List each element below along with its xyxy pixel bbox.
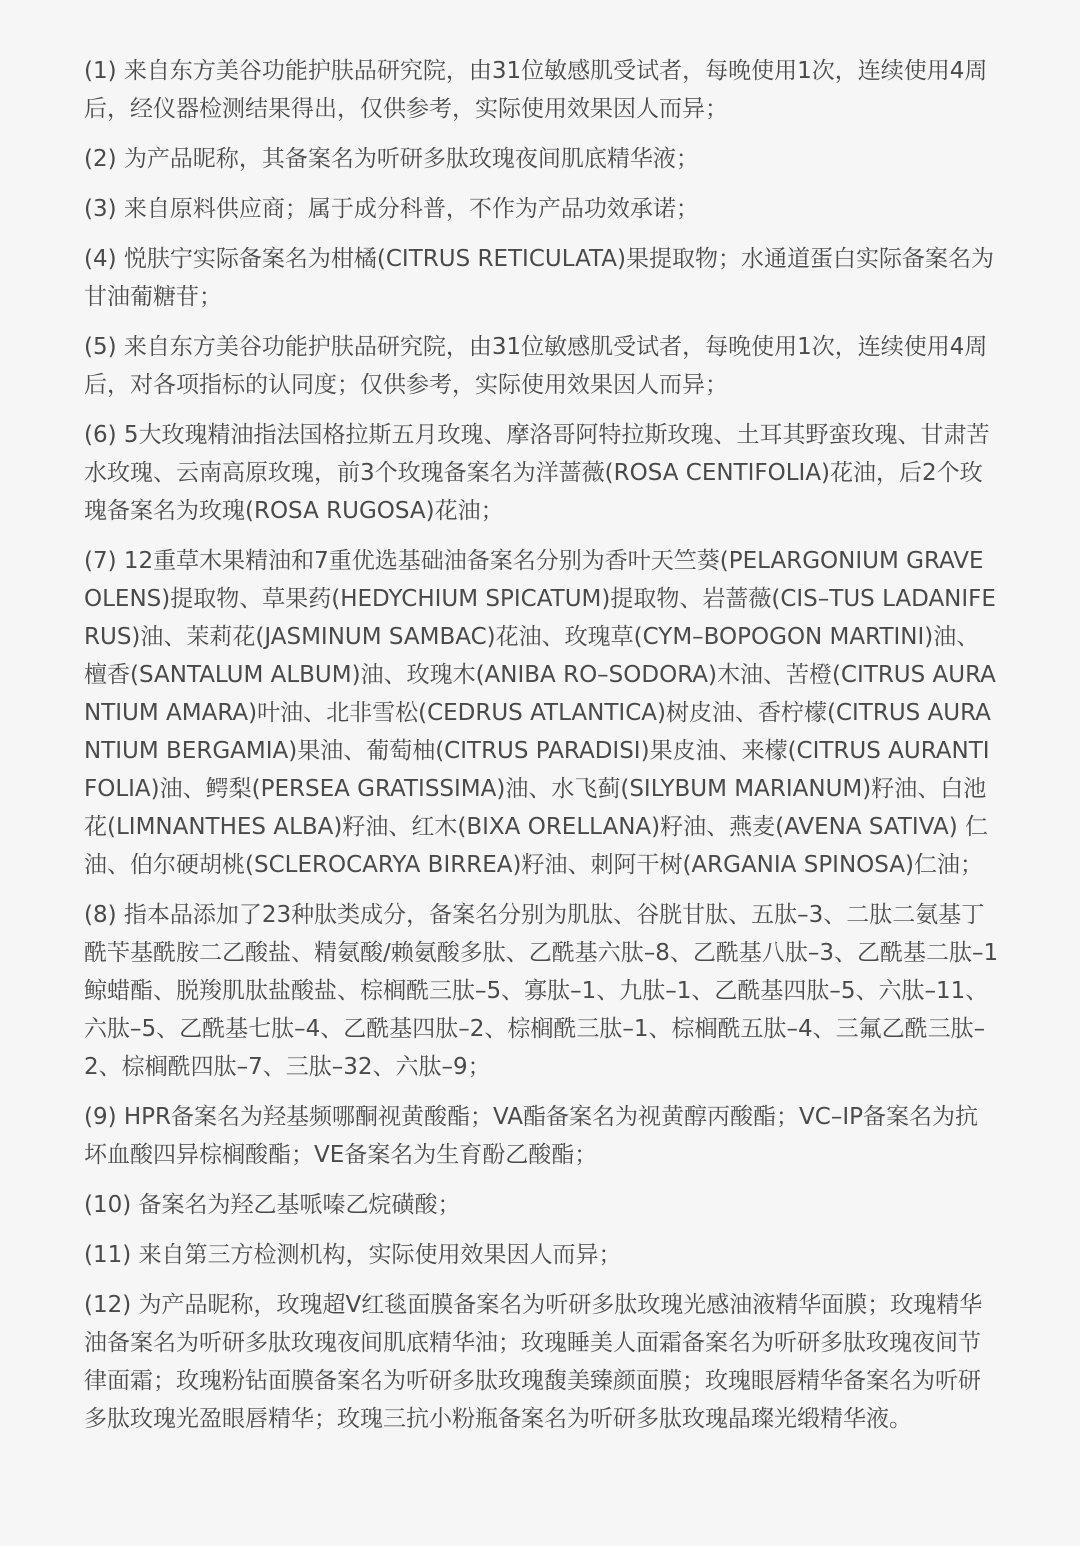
footnotes-list	[84, 52, 1000, 1450]
footnote-3: (3) 来自原料供应商；属于成分科普，不作为产品功效承诺；	[84, 196, 699, 222]
footnote-4: (4) 悦肤宁实际备案名为柑橘(CITRUS RETICULATA)果提取物；水通道蛋白实际备案名为甘油葡糖苷；	[84, 246, 994, 310]
footnote-10: (10) 备案名为羟乙基哌嗪乙烷磺酸；	[84, 1192, 461, 1218]
footnote-9: (9) HPR备案名为羟基频哪酮视黄酸酯；VA酯备案名为视黄醇丙酸酯；VC–IP备案名为抗坏血酸四异棕榈酸酯；VE备案名为生育酚乙酸酯；	[84, 1104, 978, 1168]
footnote-8: (8) 指本品添加了23种肽类成分，备案名分别为肌肽、谷胱甘肽、五肽–3、二肽二氨基丁酰苄基酰胺二乙酸盐、精氨酸/赖氨酸多肽、乙酰基六肽–8、乙酰基八肽–3、乙酰基二肽–1 鲸蜡酯、脱羧肌肽盐酸盐、棕榈酰三肽–5、寡肽–1、九肽–1、乙酰基四肽–5、六肽–11、六肽–5、乙酰基七肽–4、乙酰基四肽–2、棕榈酰三肽–1、棕榈酰五肽–4、三氟乙酰三肽–2、棕榈酰四肽–7、三肽–32、六肽–9；	[84, 902, 999, 1080]
footnote-6: (6) 5大玫瑰精油指法国格拉斯五月玫瑰、摩洛哥阿特拉斯玫瑰、土耳其野蛮玫瑰、甘肃苦水玫瑰、云南高原玫瑰，前3个玫瑰备案名为洋蔷薇(ROSA CENTIFOLIA)花油，后2个玫瑰备案名为玫瑰(ROSA RUGOSA)花油；	[84, 422, 990, 524]
footnote-7: (7) 12重草木果精油和7重优选基础油备案名分别为香叶天竺葵(PELARGONIUM GRAVEOLENS)提取物、草果药(HEDYCHIUM SPICATUM)提取物、岩蔷薇(CIS–TUS LADANIFERUS)油、茉莉花(JASMINUM SAMBAC)花油、玫瑰草(CYM–BOPOGON MARTINI)油、檀香(SANTALUM ALBUM)油、玫瑰木(ANIBA RO–SODORA)木油、苦橙(CITRUS AURANTIUM AMARA)叶油、北非雪松(CEDRUS ATLANTICA)树皮油、香柠檬(CITRUS AURANTIUM BERGAMIA)果油、葡萄柚(CITRUS PARADISI)果皮油、来檬(CITRUS AURANTIFOLIA)油、鳄梨(PERSEA GRATISSIMA)油、水飞蓟(SILYBUM MARIANUM)籽油、白池花(LIMNANTHES ALBA)籽油、红木(BIXA ORELLANA)籽油、燕麦(AVENA SATIVA) 仁油、伯尔硬胡桃(SCLEROCARYA BIRREA)籽油、刺阿干树(ARGANIA SPINOSA)仁油；	[84, 548, 996, 878]
footnote-5: (5) 来自东方美谷功能护肤品研究院，由31位敏感肌受试者，每晚使用1次，连续使用4周后，对各项指标的认同度；仅供参考，实际使用效果因人而异；	[84, 334, 988, 398]
footnote-11: (11) 来自第三方检测机构，实际使用效果因人而异；	[84, 1242, 622, 1268]
footnote-2: (2) 为产品昵称，其备案名为听研多肽玫瑰夜间肌底精华液；	[84, 146, 699, 172]
footnote-12: (12) 为产品昵称，玫瑰超V红毯面膜备案名为听研多肽玫瑰光感油液精华面膜；玫瑰精华油备案名为听研多肽玫瑰夜间肌底精华油；玫瑰睡美人面霜备案名为听研多肽玫瑰夜间节律面霜；玫瑰粉钻面膜备案名为听研多肽玫瑰馥美臻颜面膜；玫瑰眼唇精华备案名为听研多肽玫瑰光盈眼唇精华；玫瑰三抗小粉瓶备案名为听研多肽玫瑰晶璨光缎精华液。	[84, 1292, 983, 1432]
footnote-1: (1) 来自东方美谷功能护肤品研究院，由31位敏感肌受试者，每晚使用1次，连续使用4周后，经仪器检测结果得出，仅供参考，实际使用效果因人而异；	[84, 58, 988, 122]
